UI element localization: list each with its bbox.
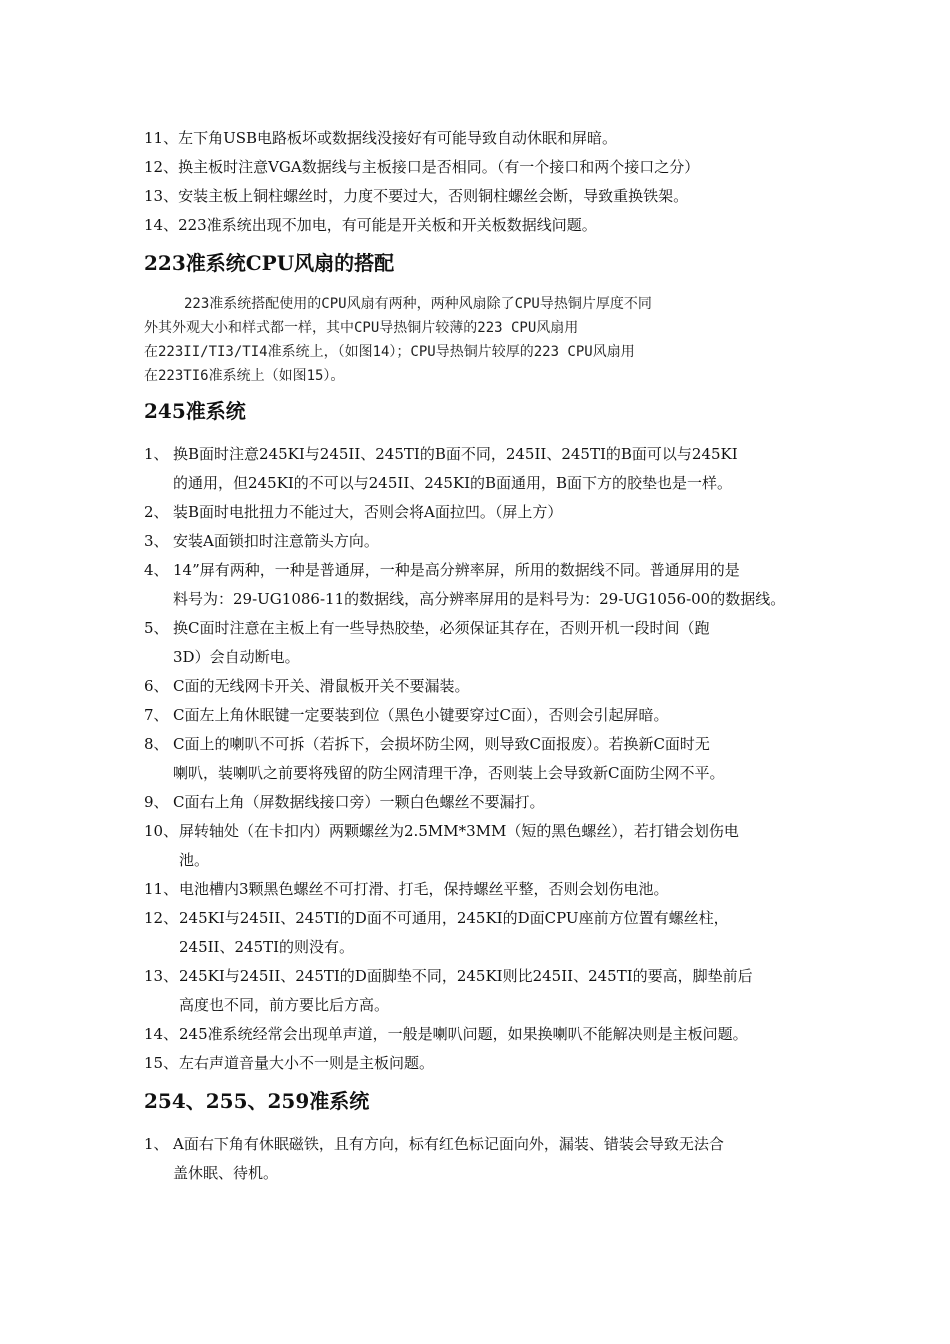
- section-heading-254: 254、255、259准系统: [144, 1089, 370, 1113]
- paragraph-line: 外其外观大小和样式都一样，其中CPU导热铜片较薄的223 CPU风扇用: [144, 320, 579, 336]
- list-item-line: C面的无线网卡开关、滑鼠板开关不要漏装。: [173, 677, 470, 695]
- list-item: [144, 730, 814, 788]
- list-item: [144, 1020, 814, 1049]
- list-item: 13、安装主板上铜柱螺丝时，力度不要过大，否则铜柱螺丝会断，导致重换铁架。: [144, 187, 689, 205]
- list-item-text: [173, 527, 814, 556]
- list-item-text: [173, 730, 814, 788]
- list-item-text: [179, 875, 814, 904]
- list-item-number: 3、: [144, 532, 169, 550]
- list-item: [144, 904, 814, 962]
- list-item-number: 1、: [144, 445, 169, 463]
- paragraph-line: 在223II/TI3/TI4准系统上，（如图14）；CPU导热铜片较厚的223 CPU风扇用: [144, 344, 635, 360]
- list-item-text: [179, 817, 814, 875]
- list-item-line: 高度也不同，前方要比后方高。: [179, 996, 390, 1014]
- list-item-line: 的通用，但245KI的不可以与245II、245KI的B面通用，B面下方的胶垫也是一样。: [173, 474, 733, 492]
- list-item-line: C面上的喇叭不可拆（若拆下，会损坏防尘网，则导致C面报废）。若换新C面时无: [173, 735, 710, 753]
- list-item-line: 屏转轴处（在卡扣内）两颗螺丝为2.5MM*3MM（短的黑色螺丝），若打错会划伤电: [179, 822, 739, 840]
- list-item-line: 换C面时注意在主板上有一些导热胶垫，必须保证其存在，否则开机一段时间（跑: [173, 619, 710, 637]
- list-item-line: 装B面时电批扭力不能过大，否则会将A面拉凹。（屏上方）: [173, 503, 563, 521]
- paragraph-line: 223准系统搭配使用的CPU风扇有两种，两种风扇除了CPU导热铜片厚度不同: [184, 296, 652, 312]
- list-item-text: [173, 788, 814, 817]
- section-heading-245: 245准系统: [144, 399, 246, 423]
- list-item-number: 13、: [144, 967, 179, 985]
- list-item-line: 换B面时注意245KI与245II、245TI的B面不同，245II、245TI的B面可以与245KI: [173, 445, 738, 463]
- list-item: 12、换主板时注意VGA数据线与主板接口是否相同。（有一个接口和两个接口之分）: [144, 158, 700, 176]
- list-item: [144, 527, 814, 556]
- list-item-text: [179, 1020, 814, 1049]
- document-content: [144, 124, 814, 1196]
- list-item: [144, 498, 814, 527]
- list-item-line: C面右上角（屏数据线接口旁）一颗白色螺丝不要漏打。: [173, 793, 545, 811]
- list-item-line: 池。: [179, 851, 210, 869]
- list-item-number: 12、: [144, 909, 179, 927]
- list-item-line: 14”屏有两种，一种是普通屏，一种是高分辨率屏，所用的数据线不同。普通屏用的是: [173, 561, 740, 579]
- list-item: [144, 962, 814, 1020]
- list-item-line: 安装A面锁扣时注意箭头方向。: [173, 532, 379, 550]
- list-item: [144, 701, 814, 730]
- paragraph-223-fan: [144, 292, 814, 388]
- list-item-line: 245准系统经常会出现单声道，一般是喇叭问题，如果换喇叭不能解决则是主板问题。: [179, 1025, 748, 1043]
- list-item-number: 8、: [144, 735, 169, 753]
- list-item-text: [173, 672, 814, 701]
- list-item-line: 盖休眠、待机。: [173, 1164, 279, 1182]
- list-item-number: 14、: [144, 1025, 179, 1043]
- list-item-line: 3D）会自动断电。: [173, 648, 300, 666]
- list-item-line: 电池槽内3颗黑色螺丝不可打滑、打毛，保持螺丝平整，否则会划伤电池。: [179, 880, 669, 898]
- list-item: [144, 788, 814, 817]
- list-item-line: 喇叭，装喇叭之前要将残留的防尘网清理干净，否则装上会导致新C面防尘网不平。: [173, 764, 725, 782]
- list-item-line: C面左上角休眠键一定要装到位（黑色小键要穿过C面），否则会引起屏暗。: [173, 706, 669, 724]
- list-item: [144, 1130, 814, 1188]
- top-list: [144, 124, 814, 240]
- list-item-text: [173, 440, 814, 498]
- list-item: [144, 440, 814, 498]
- list-item: 11、左下角USB电路板坏或数据线没接好有可能导致自动休眠和屏暗。: [144, 129, 618, 147]
- list-item-text: [173, 1130, 814, 1188]
- list-item-line: 料号为：29-UG1086-11的数据线，高分辨率屏用的是料号为：29-UG1056-00的数据线。: [173, 590, 786, 608]
- list-item: 14、223准系统出现不加电，有可能是开关板和开关板数据线问题。: [144, 216, 597, 234]
- list-item-line: 245KI与245II、245TI的D面不可通用，245KI的D面CPU座前方位置有螺丝柱，: [179, 909, 729, 927]
- list-item-number: 11、: [144, 880, 179, 898]
- list-item-number: 5、: [144, 619, 169, 637]
- list-item-line: 245KI与245II、245TI的D面脚垫不同，245KI则比245II、245TI的要高，脚垫前后: [179, 967, 753, 985]
- list-item-line: 245II、245TI的则没有。: [179, 938, 355, 956]
- list-item-number: 1、: [144, 1135, 169, 1153]
- list-item-number: 9、: [144, 793, 169, 811]
- list-item-number: 4、: [144, 561, 169, 579]
- list-item: [144, 875, 814, 904]
- list-item: [144, 817, 814, 875]
- list-245: [144, 440, 814, 1078]
- list-item-text: [173, 614, 814, 672]
- list-item-line: 左右声道音量大小不一则是主板问题。: [179, 1054, 435, 1072]
- list-item-number: 10、: [144, 822, 179, 840]
- list-254: [144, 1130, 814, 1188]
- list-item-number: 2、: [144, 503, 169, 521]
- list-item-text: [179, 962, 814, 1020]
- list-item-number: 6、: [144, 677, 169, 695]
- list-item-text: [173, 556, 814, 614]
- list-item-text: [173, 701, 814, 730]
- section-heading-223-fan: 223准系统CPU风扇的搭配: [144, 251, 395, 275]
- list-item-number: 15、: [144, 1054, 179, 1072]
- list-item-text: [179, 904, 814, 962]
- list-item-line: A面右下角有休眠磁铁，且有方向，标有红色标记面向外，漏装、错装会导致无法合: [173, 1135, 724, 1153]
- list-item: [144, 1049, 814, 1078]
- list-item: [144, 614, 814, 672]
- list-item: [144, 556, 814, 614]
- list-item-text: [173, 498, 814, 527]
- paragraph-line: 在223TI6准系统上（如图15）。: [144, 368, 345, 384]
- list-item-text: [179, 1049, 814, 1078]
- list-item-number: 7、: [144, 706, 169, 724]
- list-item: [144, 672, 814, 701]
